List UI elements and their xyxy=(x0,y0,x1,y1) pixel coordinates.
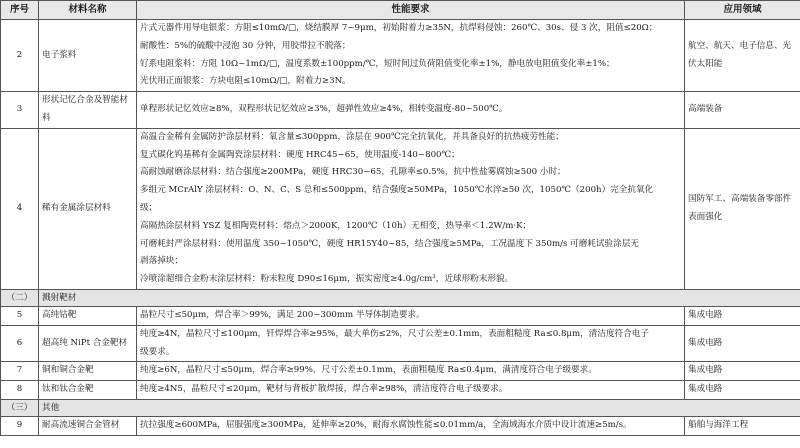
req-line: 耐酸性：5%的硫酸中浸泡 30 分钟，用胶带拉不脱落； xyxy=(140,40,351,51)
req-line: 冷喷涂超细合金粉末涂层材料：粉末粒度 D90≤16μm，振实密度≥4.0g/cm³，近球形粉末形貌。 xyxy=(140,274,514,285)
req-line: 纯度≥6N，晶粒尺寸≤50μm，焊合率≥99%，尺寸公差±0.1mm，表面粗糙度 Ra≤0.4μm，满清度符合电子级要求。 xyxy=(140,365,597,376)
req-line: 高耐蚀耐磨涂层材料：结合强度≥200MPa，硬度 HRC30~65，孔隙率≤0.5%，抗中性盐雾腐蚀≥500 小时； xyxy=(140,167,566,178)
row-no: 7 xyxy=(1,362,39,381)
table-row xyxy=(1,362,800,381)
row-no: 6 xyxy=(1,325,39,362)
row-application: 船舶与海洋工程 xyxy=(685,416,800,435)
header-application: 应用领域 xyxy=(685,1,800,20)
row-requirements xyxy=(137,92,685,129)
row-requirements xyxy=(137,362,685,381)
row-no: 8 xyxy=(1,381,39,400)
req-line: 复式碳化钨基稀有金属陶瓷涂层材料：硬度 HRC45~65，使用温度-140~800℃； xyxy=(140,149,460,160)
row-application: 集成电路 xyxy=(685,381,800,400)
table-row xyxy=(1,306,800,325)
row-requirements xyxy=(137,325,685,362)
row-no: 3 xyxy=(1,92,39,129)
table-row xyxy=(1,92,800,129)
row-application: 高端装备 xyxy=(685,92,800,129)
row-name: 稀有金属涂层材料 xyxy=(39,128,137,289)
row-application: 集成电路 xyxy=(685,325,800,362)
section-row xyxy=(1,289,800,306)
section-title: 其他 xyxy=(39,399,800,416)
row-requirements xyxy=(137,306,685,325)
row-application: 集成电路 xyxy=(685,362,800,381)
req-line: 可磨耗封严涂层材料：使用温度 350~1050℃，硬度 HR15Y40~85，结合强度≥5MPa，工况温度下 350m/s 可磨耗试验涂层无 xyxy=(140,238,639,249)
row-application: 国防军工、高端装备零部件表面强化 xyxy=(685,128,800,289)
row-name: 电子浆料 xyxy=(39,20,137,92)
table-row xyxy=(1,325,800,362)
req-line: 片式元器件用导电银浆：方阻≤10mΩ/□，烧结膜厚 7~9μm，初始附着力≥35N，抗焊料侵蚀：260℃、30s、侵 3 次，阻值≤20Ω； xyxy=(140,23,658,33)
table-row xyxy=(1,128,800,289)
section-row xyxy=(1,399,800,416)
row-no: 2 xyxy=(1,20,39,92)
row-requirements xyxy=(137,20,685,92)
req-line: 晶粒尺寸≤50μm，焊合率＞99%，满足 200~300mm 半导体制造要求。 xyxy=(140,309,425,320)
row-no: 4 xyxy=(1,128,39,289)
row-no: 5 xyxy=(1,306,39,325)
req-line: 钌系电阻浆料：方阻 10Ω~1mΩ/□，温度系数±100ppm/℃，短时间过负荷阻值变化率±1%，静电放电阻值变化率±1%； xyxy=(140,58,615,69)
req-line: 级； xyxy=(140,202,158,213)
row-application: 航空、航天、电子信息、光伏太阳能 xyxy=(685,20,800,92)
row-name: 高纯钴靶 xyxy=(39,306,137,325)
table-row xyxy=(1,381,800,400)
header-requirements: 性能要求 xyxy=(137,1,685,20)
row-name: 耐高流速铜合金管材 xyxy=(39,416,137,435)
req-line: 光伏用正面银浆：方块电阻≤10mΩ/□，附着力≥3N。 xyxy=(140,76,351,87)
row-name: 钛和钛合金靶 xyxy=(39,381,137,400)
req-line: 多组元 MCrAlY 涂层材料：O、N、C、S 总和≤500ppm，结合强度≥50MPa，1050℃水淬≥50 次，1050℃（200h）完全抗氧化 xyxy=(140,185,654,196)
section-no: （三） xyxy=(1,399,39,416)
req-line: 剥落掉块； xyxy=(140,256,183,267)
row-application: 集成电路 xyxy=(685,306,800,325)
req-line: 纯度≥4N，晶粒尺寸≤100μm，钎焊焊合率≥95%，最大单伤≤2%，尺寸公差±0.1mm，表面粗糙度 Ra≤0.8μm，清洁度符合电子 xyxy=(140,328,649,339)
row-name: 形状记忆合金及智能材料 xyxy=(39,92,137,129)
req-line: 纯度≥4N5，晶粒尺寸≤20μm，靶材与背板扩散焊接，焊合率≥98%，清洁度符合电子级要求。 xyxy=(140,384,508,395)
req-line: 级要求。 xyxy=(140,346,175,357)
row-requirements xyxy=(137,128,685,289)
table-row xyxy=(1,416,800,435)
row-name: 铜和铜合金靶 xyxy=(39,362,137,381)
header-name: 材料名称 xyxy=(39,1,137,20)
section-title: 溅射靶材 xyxy=(39,289,800,306)
row-requirements xyxy=(137,381,685,400)
header-row xyxy=(1,1,800,20)
row-requirements xyxy=(137,416,685,435)
header-no: 序号 xyxy=(1,1,39,20)
req-line: 抗拉强度≥600MPa，屈服强度≥300MPa，延伸率≥20%，耐海水腐蚀性能≤0.01mm/a，全海域海水介质中设计流速≥5m/s。 xyxy=(140,419,632,430)
req-line: 高隔热涂层材料 YSZ 复相陶瓷材料：熔点＞2000K，1200℃（10h）无相变，热导率＜1.2W/m·K； xyxy=(140,220,532,231)
section-no: （二） xyxy=(1,289,39,306)
req-line: 高温合金稀有金属防护涂层材料：氧含量≤300ppm，涂层在 900℃完全抗氧化，并具备良好的抗热疲劳性能； xyxy=(140,131,564,142)
row-no: 9 xyxy=(1,416,39,435)
row-name: 超高纯 NiPt 合金靶材 xyxy=(39,325,137,362)
req-line: 单程形状记忆效应≥8%，双程形状记忆效应≥3%，超弹性效应≥4%，相转变温度-80~500℃。 xyxy=(140,104,508,115)
table-row xyxy=(1,20,800,92)
